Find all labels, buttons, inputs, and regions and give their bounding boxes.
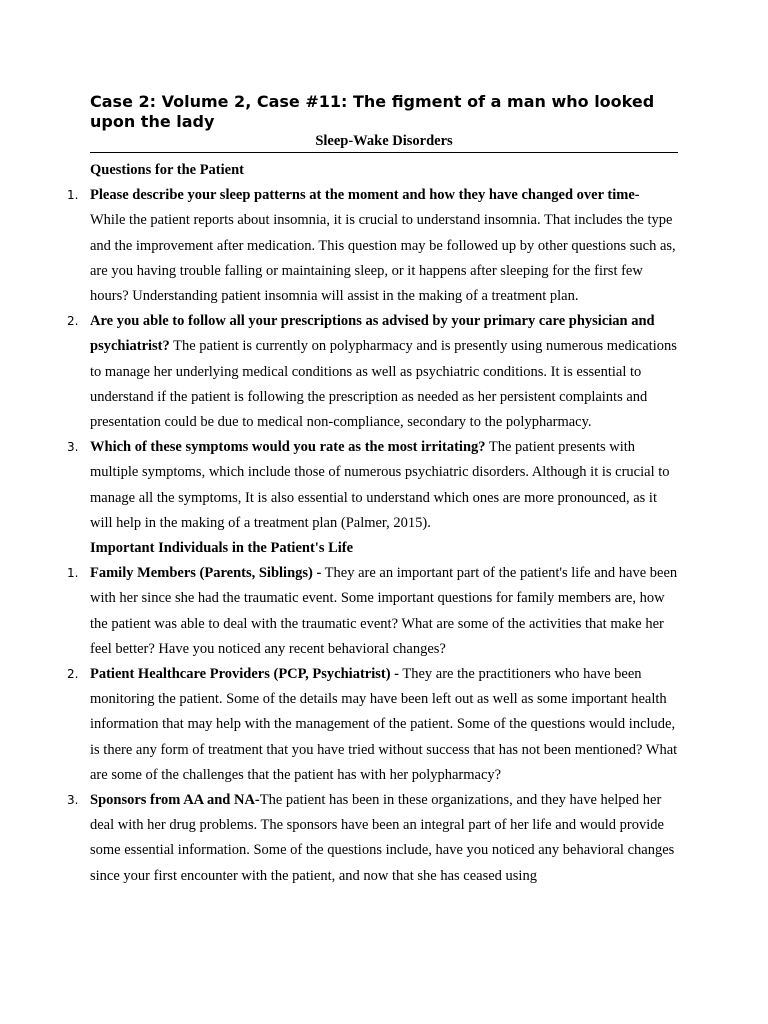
list-number: 1.: [67, 188, 79, 203]
section-heading-questions: Questions for the Patient: [90, 162, 244, 178]
list-item: [67, 309, 678, 435]
list-item-lead: Sponsors from AA and NA-: [90, 792, 260, 809]
list-number: 2.: [67, 314, 79, 329]
list-item: [67, 561, 678, 662]
list-item-text: They are the practitioners who have been monitoring the patient. Some of the details may have been left out as well as some important health information that may help with the management of the patient. Some of the questions would include, is there any form of treatment that you have tried without success that has not been mentioned? What are some of the challenges that the patient has with her polypharmacy?: [90, 666, 678, 783]
list-item-text: While the patient reports about insomnia, it is crucial to understand insomnia. That includes the type and the improvement after medication. This question may be followed up by other questions such as, are you having trouble falling or maintaining sleep, or it happens after sleeping for the first few hours? Understanding patient insomnia will assist in the making of a treatment plan.: [90, 212, 676, 305]
list-item: [67, 788, 678, 889]
list-number: 3.: [67, 440, 79, 455]
list-item-lead: Are you able to follow all your prescriptions as advised by your primary care physician and psychiatrist?: [90, 313, 655, 355]
list-item-text: The patient has been in these organizations, and they have helped her deal with her drug problems. The sponsors have been an integral part of her life and would provide some essential information. Some of the questions include, have you noticed any behavioral changes since your first encounter with the patient, and now that she has ceased using: [90, 792, 675, 884]
list-item: [67, 183, 678, 309]
list-item: [67, 435, 678, 536]
list-item-lead: Please describe your sleep patterns at the moment and how they have changed over time-: [90, 187, 640, 204]
list-item-lead: Patient Healthcare Providers (PCP, Psychiatrist) -: [90, 666, 399, 683]
list-item-text: The patient presents with multiple symptoms, which include those of numerous psychiatric disorders. Although it is crucial to manage all the symptoms, It is also essential to understand which ones are more pronounced, as it will help in the making of a treatment plan (Palmer, 2015).: [90, 439, 670, 531]
list-item-text: They are an important part of the patient's life and have been with her since she had the traumatic event. Some important questions for family members are, how the patient was able to deal with the traumatic event? What are some of the activities that make her feel better? Have you noticed any recent behavioral changes?: [90, 565, 678, 657]
list-item-lead: Which of these symptoms would you rate as the most irritating?: [90, 439, 486, 456]
list-number: 1.: [67, 566, 79, 581]
questions-list: [67, 183, 678, 536]
document-subtitle: Sleep-Wake Disorders: [90, 132, 678, 153]
list-number: 2.: [67, 667, 79, 682]
section-heading-important-individuals: Important Individuals in the Patient's Life: [90, 540, 354, 557]
list-number: 3.: [67, 793, 79, 808]
list-item-lead: Family Members (Parents, Siblings) -: [90, 565, 322, 582]
list-item-text: The patient is currently on polypharmacy and is presently using numerous medications to manage her underlying medical conditions as well as psychiatric conditions. It is essential to understand if the patient is following the prescription as needed as her persistent complaints and presentation could be due to medical non-compliance, secondary to the polypharmacy.: [90, 338, 677, 431]
case-title: Case 2: Volume 2, Case #11: The figment of a man who looked upon the lady: [90, 92, 655, 131]
list-item: [67, 662, 678, 788]
document-body: [67, 92, 678, 889]
individuals-list: [67, 561, 678, 889]
